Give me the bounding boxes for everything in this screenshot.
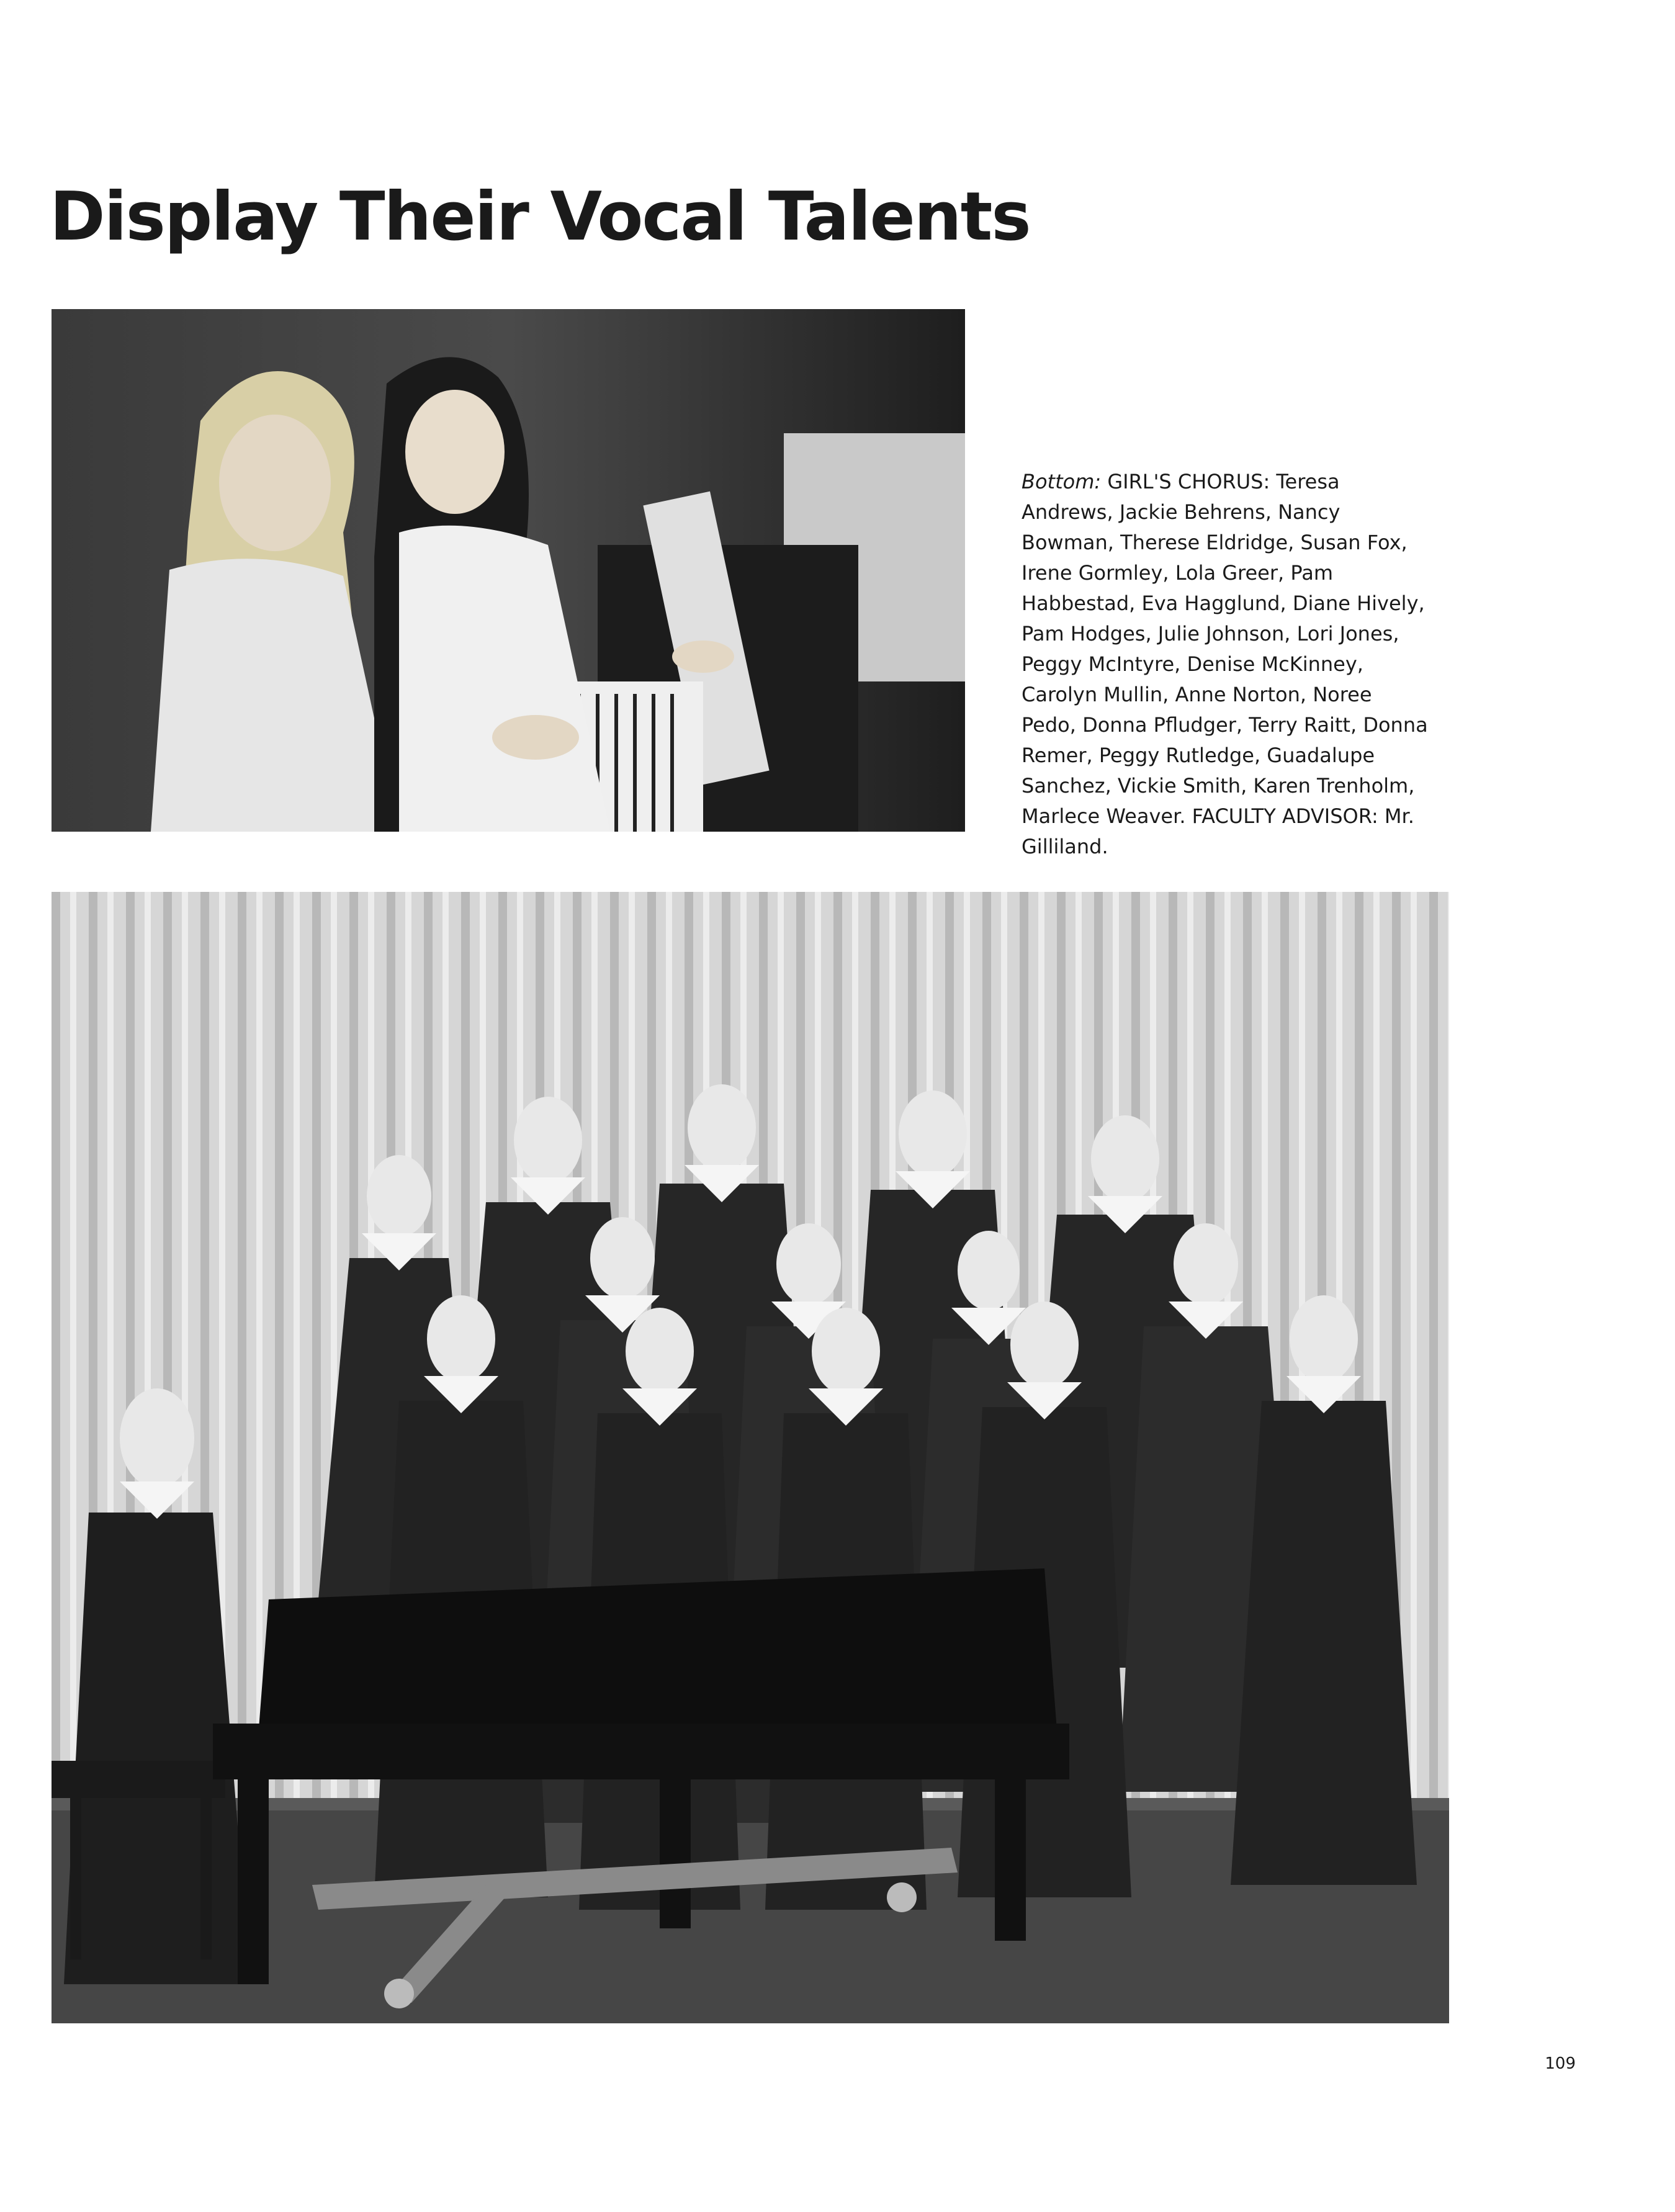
photo-caption: [1022, 467, 1431, 862]
photo-girls-chorus: [52, 892, 1449, 2023]
photo-piano-duet: [52, 309, 965, 832]
page-headline: Display Their Vocal Talents: [50, 178, 1030, 256]
page-number: 109: [1545, 2054, 1576, 2073]
caption-text: GIRL'S CHORUS: Teresa Andrews, Jackie Behrens, Nancy Bowman, Therese Eldridge, Susan Fox, Irene Gormley, Lola Greer, Pam Habbestad, Eva Hagglund, Diane Hively, Pam Hodges, Julie Johnson, Lori Jones, Peggy McIntyre, Denise McKinney, Carolyn Mullin, Anne Norton, Noree Pedo, Donna Pfludger, Terry Raitt, Donna Remer, Peggy Rutledge, Guadalupe Sanchez, Vickie Smith, Karen Trenholm, Marlece Weaver. FACULTY ADVISOR: Mr. Gilliland.: [1022, 470, 1428, 858]
caption-label: Bottom:: [1022, 470, 1102, 493]
